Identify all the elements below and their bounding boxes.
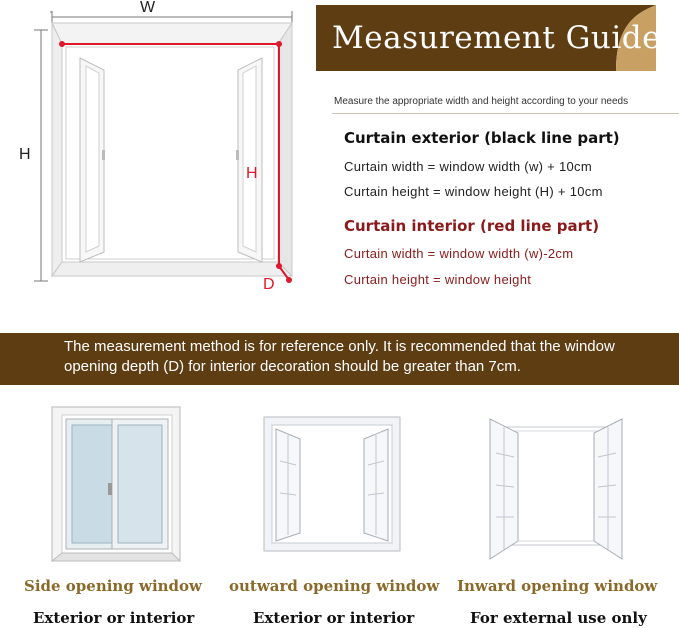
exterior-heading: Curtain exterior (black line part): [344, 129, 620, 147]
inward-opening-window-icon: [488, 413, 624, 561]
side-opening-window-icon: [48, 405, 188, 567]
window-type-caption-2: outward opening window: [229, 577, 440, 595]
exterior-height-rule: Curtain height = window height (H) + 10cm: [344, 184, 603, 199]
outward-opening-window-icon: [262, 415, 404, 555]
interior-heading: Curtain interior (red line part): [344, 217, 600, 235]
instruction-text: Measure the appropriate width and height according to your needs: [334, 96, 629, 107]
window-type-caption-1: Side opening window: [24, 577, 202, 595]
height-label-inner: H: [246, 165, 258, 182]
interior-width-rule: Curtain width = window width (w)-2cm: [344, 246, 574, 261]
window-use-caption-3: For external use only: [470, 609, 647, 627]
window-use-caption-2: Exterior or interior: [253, 609, 415, 627]
exterior-width-rule: Curtain width = window width (w) + 10cm: [344, 159, 592, 174]
measurement-diagram: [0, 0, 320, 300]
window-frame-top: [52, 23, 292, 44]
window-type-caption-3: Inward opening window: [457, 577, 658, 595]
height-label-outer: H: [19, 146, 31, 163]
divider: [332, 113, 679, 114]
width-label: W: [140, 0, 156, 16]
interior-height-rule: Curtain height = window height: [344, 272, 532, 287]
note-text: The measurement method is for reference only. It is recommended that the window opening depth (D) for interior decoration should be greater than 7cm.: [64, 338, 615, 375]
page-title: Measurement Guide: [332, 20, 661, 56]
window-use-caption-1: Exterior or interior: [33, 609, 195, 627]
depth-label: D: [263, 276, 275, 293]
